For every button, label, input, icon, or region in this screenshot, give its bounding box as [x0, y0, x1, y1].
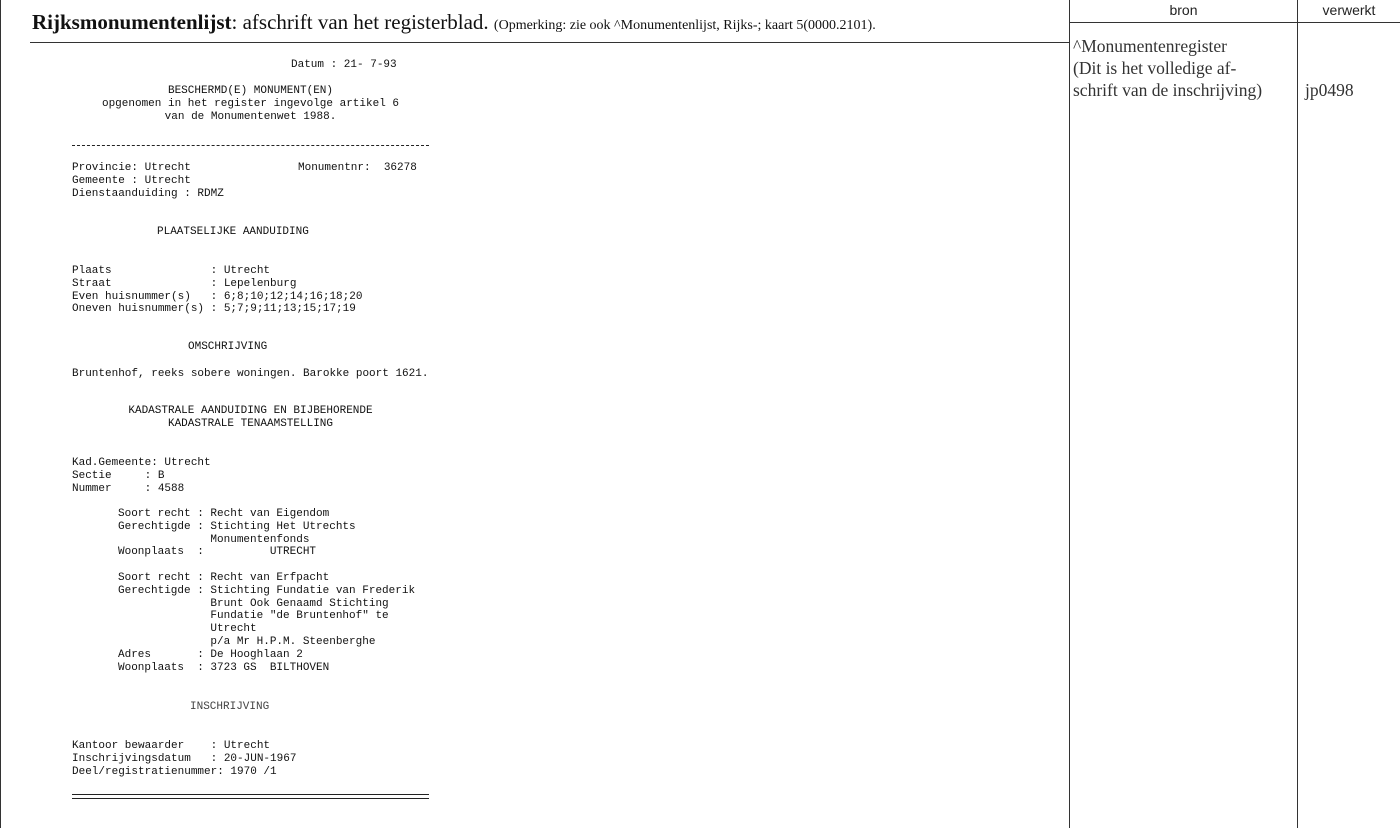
line: Kantoor bewaarder : Utrecht: [72, 740, 271, 752]
heading-line: van de Monumentenwet 1988.: [164, 110, 337, 123]
line: KADASTRALE TENAAMSTELLING: [167, 417, 334, 430]
line: Woonplaats : UTRECHT: [118, 546, 317, 559]
column-divider: [1069, 0, 1070, 828]
line: Deel/registratienummer: 1970 /1: [72, 765, 277, 778]
verwerkt-code: jp0498: [1305, 80, 1354, 100]
line: Inschrijvingsdatum : 20-JUN-1967: [72, 752, 297, 765]
column-header-bron: bron: [1169, 2, 1198, 18]
section-title: OMSCHRIJVING: [188, 341, 268, 353]
inschrijving-list: [72, 740, 296, 778]
line: Woonplaats : 3723 GS BILTHOVEN: [118, 661, 330, 674]
heading: [72, 85, 429, 123]
section-title: PLAATSELIJKE AANDUIDING: [157, 226, 309, 238]
gemeente: Gemeente : Utrecht: [72, 175, 191, 187]
line: Straat : Lepelenburg: [72, 277, 297, 290]
title-note: (Opmerking: zie ook ^Monumentenlijst, Rijks-; kaart 5(0000.2101).: [493, 18, 876, 33]
page-title: [32, 10, 876, 35]
source-text: [1073, 35, 1262, 101]
title-rest: : afschrift van het registerblad.: [231, 10, 489, 34]
section-title: INSCHRIJVING: [190, 701, 270, 713]
header-rule: [1069, 22, 1400, 23]
dienstaanduiding: Dienstaanduiding : RDMZ: [72, 188, 224, 200]
line: Soort recht : Recht van Erfpacht: [118, 572, 330, 584]
column-header-verwerkt: verwerkt: [1322, 2, 1376, 18]
line: KADASTRALE AANDUIDING EN BIJBEHORENDE: [128, 405, 373, 417]
title-rule: [30, 42, 1069, 43]
line: Gerechtigde : Stichting Het Utrechts: [118, 520, 356, 533]
line: Kad.Gemeente: Utrecht: [72, 457, 211, 469]
recht-erfpacht: [118, 572, 415, 674]
line: Utrecht: [118, 623, 257, 636]
title-bold: Rijksmonumentenlijst: [32, 10, 232, 34]
source-line: ^Monumentenregister: [1073, 36, 1228, 56]
kadaster-list: [72, 457, 211, 495]
plaatselijk-list: [72, 265, 362, 316]
line: Plaats : Utrecht: [72, 265, 271, 277]
line: Adres : De Hooghlaan 2: [118, 648, 303, 661]
left-border: [0, 0, 1, 828]
section-title: [72, 405, 429, 431]
double-rule: [72, 794, 429, 799]
heading-line: BESCHERMD(E) MONUMENT(EN): [167, 85, 334, 97]
datum: Datum : 21- 7-93: [291, 59, 397, 71]
line: Oneven huisnummer(s) : 5;7;9;11;13;15;17;19: [72, 303, 356, 316]
line: Monumentenfonds: [118, 533, 310, 546]
omschrijving: Bruntenhof, reeks sobere woningen. Barokke poort 1621.: [72, 368, 429, 380]
line: Sectie : B: [72, 469, 165, 482]
line: Even huisnummer(s) : 6;8;10;12;14;16;18;20: [72, 290, 363, 303]
source-line: schrift van de inschrijving): [1073, 80, 1263, 100]
recht-eigendom: [118, 508, 356, 559]
line: Fundatie "de Bruntenhof" te: [118, 610, 389, 623]
dashed-rule: [72, 145, 429, 146]
source-line: (Dit is het volledige af-: [1073, 58, 1237, 78]
line: p/a Mr H.P.M. Steenberghe: [118, 635, 376, 648]
provincie: Provincie: Utrecht: [72, 162, 191, 174]
line: Soort recht : Recht van Eigendom: [118, 508, 330, 520]
heading-line: opgenomen in het register ingevolge artikel 6: [101, 97, 400, 110]
line: Nummer : 4588: [72, 482, 185, 495]
column-divider: [1297, 0, 1298, 828]
line: Gerechtigde : Stichting Fundatie van Frederik: [118, 584, 416, 597]
line: Brunt Ook Genaamd Stichting: [118, 597, 389, 610]
monumentnr: Monumentnr: 36278: [298, 162, 417, 174]
